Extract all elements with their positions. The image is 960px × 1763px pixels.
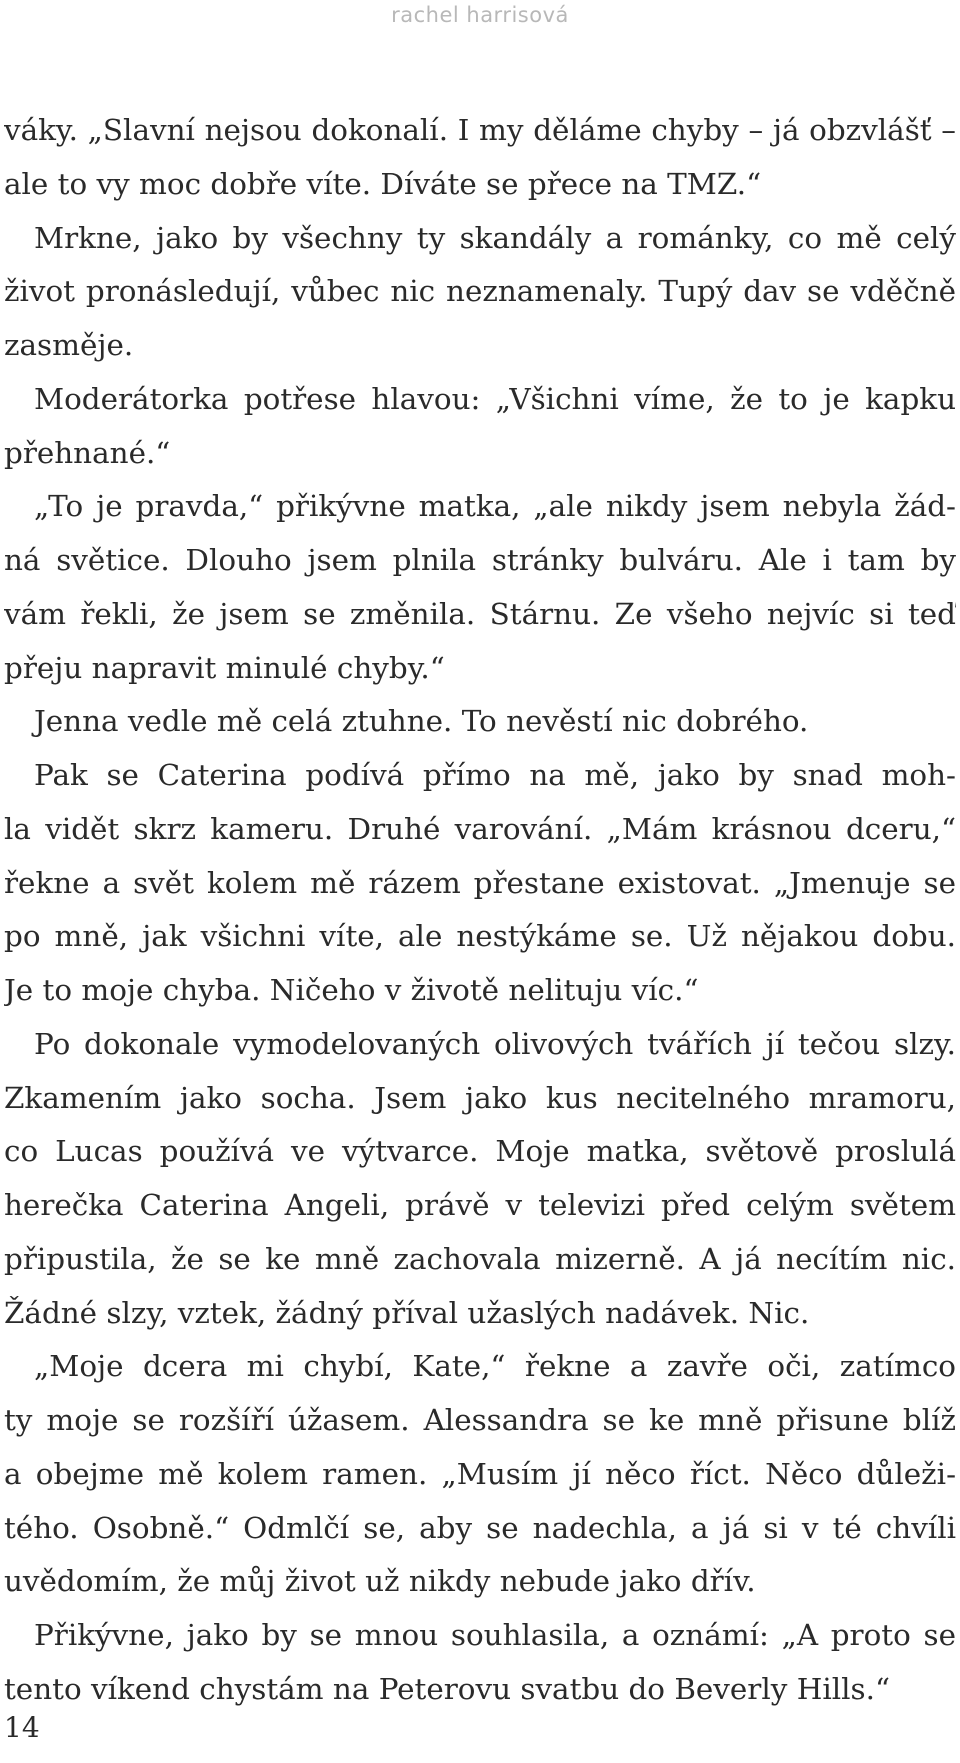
text-line: přeju napravit minulé chyby.“ xyxy=(4,650,445,685)
text-line: Zkamením jako socha. Jsem jako kus necitelného mramoru, xyxy=(4,1080,956,1115)
text-line: Mrkne, jako by všechny ty skandály a románky, co mě celý xyxy=(34,220,956,255)
text-line: řekne a svět kolem mě rázem přestane existovat. „Jmenuje se xyxy=(4,865,956,900)
text-line: přehnané.“ xyxy=(4,435,171,470)
text-line: Pak se Caterina podívá přímo na mě, jako by snad moh- xyxy=(34,758,956,792)
text-line: ale to vy moc dobře víte. Díváte se přece na TMZ.“ xyxy=(4,166,762,201)
text-line: a obejme mě kolem ramen. „Musím jí něco říct. Něco důleži- xyxy=(4,1456,956,1491)
text-line: tento víkend chystám na Peterovu svatbu do Beverly Hills.“ xyxy=(4,1671,890,1706)
text-line: Po dokonale vymodelovaných olivových tvářích jí tečou slzy. xyxy=(34,1026,956,1061)
text-line: Přikývne, jako by se mnou souhlasila, a oznámí: „A proto se xyxy=(34,1618,956,1652)
text-line: la vidět skrz kameru. Druhé varování. „Mám krásnou dceru,“ xyxy=(4,811,956,846)
text-line: „Moje dcera mi chybí, Kate,“ řekne a zavře oči, zatímco xyxy=(34,1349,956,1384)
body-text xyxy=(4,104,956,1717)
running-header: rachel harrisová xyxy=(391,3,569,27)
text-line: herečka Caterina Angeli, právě v televizi před celým světem xyxy=(4,1188,956,1222)
text-line: Jenna vedle mě celá ztuhne. To nevěstí nic dobrého. xyxy=(34,704,809,739)
text-line: co Lucas používá ve výtvarce. Moje matka, světově proslulá xyxy=(4,1134,956,1169)
text-line: váky. „Slavní nejsou dokonalí. I my děláme chyby – já obzvlášť – xyxy=(4,113,956,147)
text-line: život pronásledují, vůbec nic neznamenaly. Tupý dav se vděčně xyxy=(4,274,956,309)
text-line: tého. Osobně.“ Odmlčí se, aby se nadechla, a já si v té chvíli xyxy=(4,1510,956,1545)
text-line: zasměje. xyxy=(4,328,134,362)
text-line: připustila, že se ke mně zachovala mizerně. A já necítím nic. xyxy=(4,1241,956,1276)
text-line: uvědomím, že můj život už nikdy nebude jako dřív. xyxy=(4,1564,756,1599)
text-line: Je to moje chyba. Ničeho v životě nelituju víc.“ xyxy=(4,973,699,1007)
text-line: ty moje se rozšíří úžasem. Alessandra se ke mně přisune blíž xyxy=(4,1403,956,1437)
text-line: Moderátorka potřese hlavou: „Všichni víme, že to je kapku xyxy=(34,381,956,416)
page-number: 14 xyxy=(4,1711,40,1744)
text-line: po mně, jak všichni víte, ale nestýkáme se. Už nějakou dobu. xyxy=(4,919,956,954)
text-line: „To je pravda,“ přikývne matka, „ale nikdy jsem nebyla žád- xyxy=(34,489,956,524)
text-line: ná světice. Dlouho jsem plnila stránky bulváru. Ale i tam by xyxy=(4,543,956,577)
text-line: Žádné slzy, vztek, žádný příval užaslých nadávek. Nic. xyxy=(4,1295,810,1330)
text-line: vám řekli, že jsem se změnila. Stárnu. Ze všeho nejvíc si teď xyxy=(4,596,956,631)
